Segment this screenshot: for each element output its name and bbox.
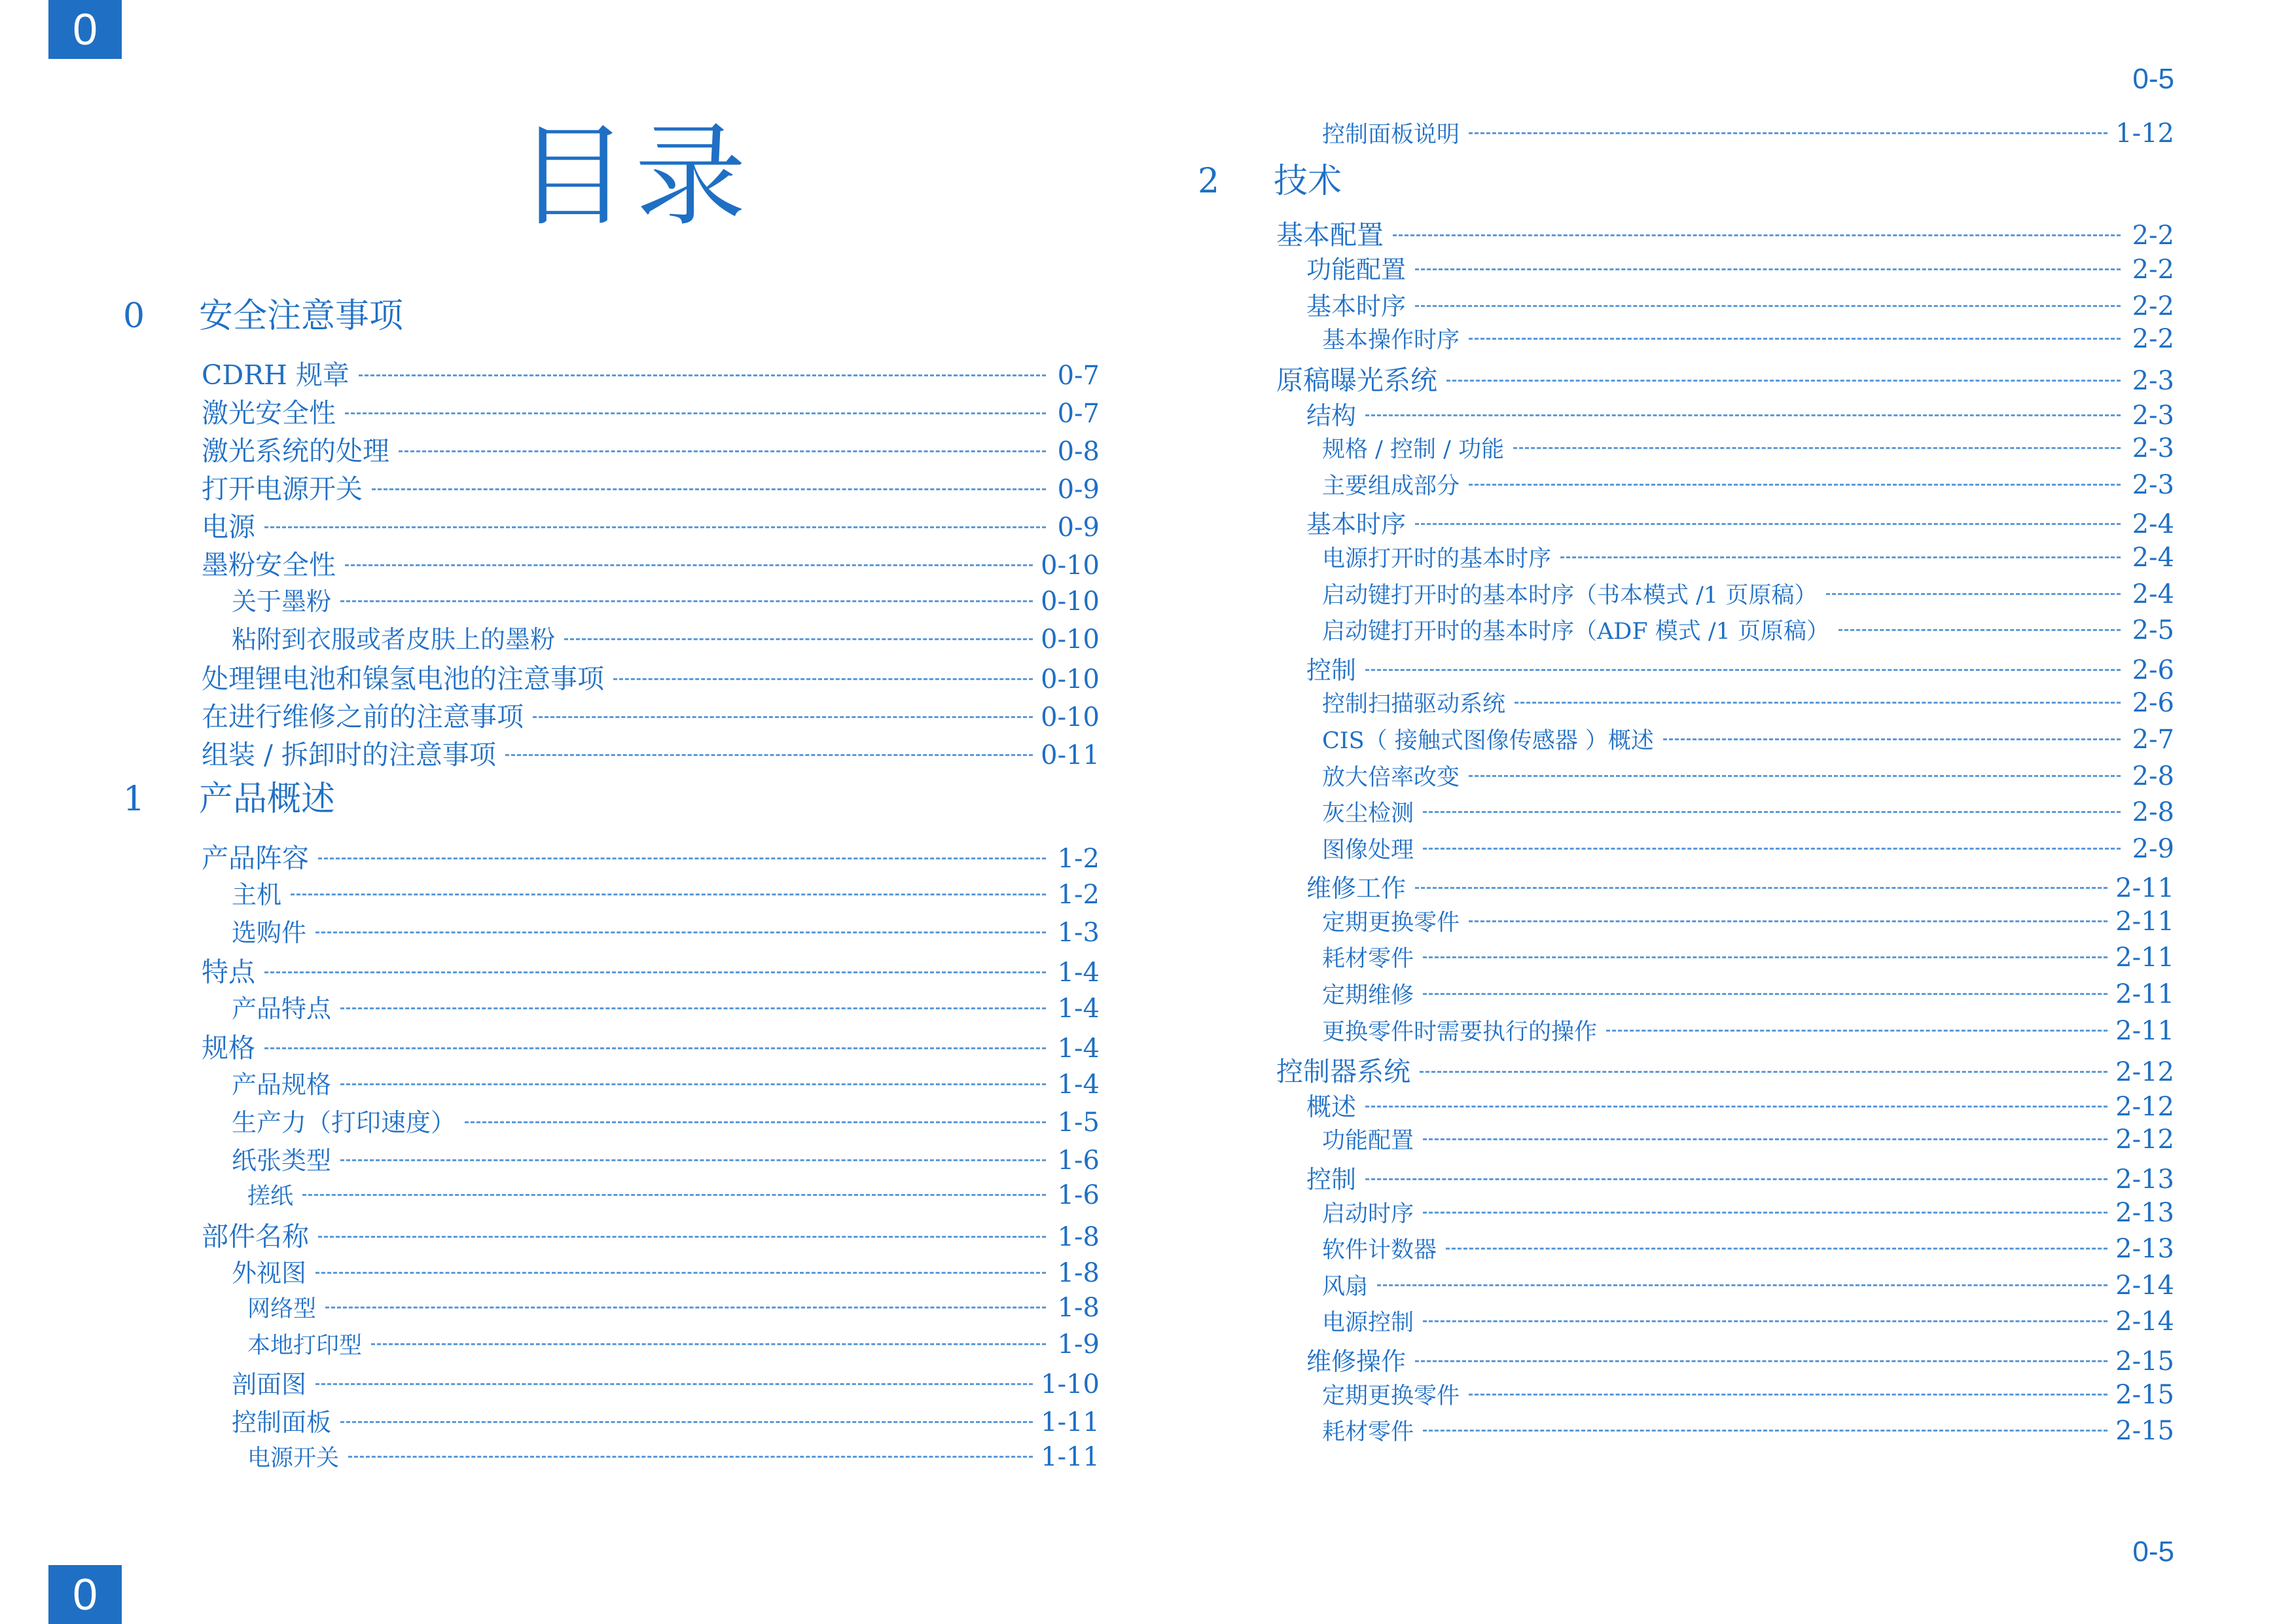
toc-dot-leader: [340, 1159, 1046, 1161]
toc-entry[interactable]: [1193, 395, 2174, 432]
toc-dot-leader: [1393, 234, 2121, 236]
toc-entry[interactable]: [1193, 541, 2174, 577]
toc-entry-label: 基本配置: [1276, 219, 1384, 251]
toc-entry[interactable]: [1193, 1196, 2174, 1233]
toc-dot-leader: [315, 931, 1046, 933]
toc-entry-page: 2-3: [2132, 365, 2174, 396]
toc-entry-page: 2-13: [2115, 1164, 2174, 1195]
toc-dot-leader: [318, 1236, 1046, 1238]
toc-entry-page: 1-8: [1057, 1258, 1100, 1288]
toc-entry-page: 2-6: [2132, 655, 2174, 685]
toc-entry-label: 耗材零件: [1322, 1419, 1414, 1446]
toc-entry[interactable]: [1193, 832, 2174, 869]
toc-entry-page: 1-4: [1057, 1034, 1100, 1064]
toc-entry[interactable]: [1193, 795, 2174, 832]
toc-section-number: 2: [1198, 161, 1220, 201]
toc-dot-leader: [1423, 811, 2121, 813]
toc-entry-page: 2-2: [2132, 291, 2174, 321]
toc-entry-page: 2-7: [2132, 724, 2174, 755]
toc-dot-leader: [372, 488, 1046, 490]
toc-entry-page: 2-2: [2132, 324, 2174, 355]
toc-entry[interactable]: [1193, 1232, 2174, 1269]
toc-entry[interactable]: [1193, 977, 2174, 1014]
toc-entry-page: 1-10: [1041, 1369, 1100, 1399]
toc-dot-leader: [1663, 738, 2121, 740]
toc-dot-leader: [1606, 1030, 2108, 1032]
toc-entry-label: 在进行维修之前的注意事项: [202, 701, 524, 732]
toc-entry-page: 1-11: [1041, 1442, 1100, 1472]
toc-dot-leader: [371, 1343, 1046, 1345]
toc-entry[interactable]: [118, 1140, 1100, 1178]
toc-entry-page: 0-10: [1041, 550, 1100, 581]
toc-entry-page: 2-15: [2115, 1379, 2174, 1410]
toc-entry[interactable]: [118, 1064, 1100, 1102]
toc-entry-label: 关于墨粉: [232, 587, 332, 616]
toc-entry-page: 1-2: [1057, 844, 1100, 874]
toc-entry[interactable]: [118, 467, 1100, 505]
toc-entry-label: 外视图: [232, 1259, 307, 1288]
toc-entry-label: 控制面板: [232, 1408, 332, 1437]
toc-entry-page: 1-8: [1057, 1293, 1100, 1323]
toc-entry[interactable]: [1193, 1341, 2174, 1378]
toc-entry-page: 1-11: [1041, 1407, 1100, 1437]
toc-entry[interactable]: [118, 1178, 1100, 1215]
toc-entry[interactable]: [118, 875, 1100, 912]
toc-section-heading[interactable]: [118, 771, 1100, 837]
toc-entry-page: 2-4: [2132, 509, 2174, 540]
toc-entry-label: 纸张类型: [232, 1146, 332, 1175]
toc-entry[interactable]: [118, 1291, 1100, 1327]
toc-entry[interactable]: [1193, 613, 2174, 650]
toc-dot-leader: [348, 1456, 1033, 1458]
toc-entry-label: 控制: [1306, 1165, 1357, 1195]
toc-entry-page: 2-6: [2132, 688, 2174, 719]
toc-entry[interactable]: [1193, 650, 2174, 687]
toc-entry[interactable]: [1193, 1159, 2174, 1196]
toc-dot-leader: [1423, 1212, 2108, 1214]
toc-dot-leader: [1377, 1284, 2108, 1286]
toc-entry[interactable]: [1193, 1378, 2174, 1415]
toc-entry-label: 搓纸: [247, 1183, 294, 1210]
toc-entry-label: 激光安全性: [202, 397, 336, 429]
toc-entry-page: 2-11: [2115, 1015, 2174, 1046]
toc-entry-label: 功能配置: [1322, 1128, 1414, 1155]
toc-entry-label: 电源开关: [247, 1445, 340, 1471]
chapter-tab-badge-footer: 0: [48, 1565, 122, 1624]
toc-entry-page: 2-11: [2115, 906, 2174, 937]
toc-entry-page: 2-3: [2132, 469, 2174, 500]
toc-dot-leader: [1446, 1248, 2108, 1250]
toc-entry-label: 定期维修: [1322, 983, 1414, 1009]
toc-dot-leader: [1469, 484, 2121, 486]
toc-entry-page: 2-3: [2132, 400, 2174, 431]
toc-dot-leader: [340, 600, 1033, 602]
toc-entry-label: 维修工作: [1306, 874, 1407, 903]
toc-entry-label: 概述: [1306, 1092, 1357, 1121]
toc-entry-label: 耗材零件: [1322, 946, 1414, 973]
toc-entry[interactable]: [118, 543, 1100, 581]
toc-entry-label: 组装 / 拆卸时的注意事项: [202, 739, 496, 770]
toc-entry-label: 选购件: [232, 918, 307, 947]
toc-dot-leader: [1469, 920, 2108, 922]
toc-entry[interactable]: [118, 353, 1100, 391]
toc-entry[interactable]: [1193, 759, 2174, 796]
toc-entry-page: 2-12: [2115, 1057, 2174, 1088]
toc-dot-leader: [465, 1121, 1046, 1123]
toc-entry-label: 本地打印型: [247, 1333, 363, 1359]
toc-entry-label: 特点: [202, 956, 255, 988]
toc-dot-leader: [1420, 1071, 2108, 1073]
toc-dot-leader: [318, 857, 1046, 859]
toc-dot-leader: [1365, 1106, 2108, 1108]
toc-entry-page: 0-7: [1057, 361, 1100, 391]
toc-entry-label: 启动键打开时的基本时序（书本模式 /1 页原稿）: [1322, 582, 1818, 609]
toc-entry-page: 0-10: [1041, 586, 1100, 617]
toc-entry[interactable]: [1193, 504, 2174, 541]
toc-entry[interactable]: [1193, 359, 2174, 395]
toc-dot-leader: [340, 1007, 1046, 1009]
toc-entry-label: 剖面图: [232, 1370, 307, 1399]
toc-entry[interactable]: [1193, 322, 2174, 359]
toc-entry[interactable]: [1193, 905, 2174, 941]
toc-section-number: 0: [123, 297, 145, 336]
toc-entry-label: 软件计数器: [1322, 1237, 1437, 1264]
toc-dot-leader: [1365, 1178, 2108, 1180]
toc-entry-page: 2-15: [2115, 1416, 2174, 1447]
toc-entry-label: 主要组成部分: [1322, 473, 1460, 499]
toc-entry-label: 生产力（打印速度）: [232, 1108, 456, 1137]
toc-dot-leader: [1423, 956, 2108, 958]
toc-entry-label: 放大倍率改变: [1322, 764, 1460, 791]
toc-entry-label: 产品规格: [232, 1070, 332, 1099]
toc-dot-leader: [1469, 1394, 2108, 1396]
toc-dot-leader: [1415, 887, 2108, 889]
toc-entry-page: 1-8: [1057, 1222, 1100, 1252]
toc-entry[interactable]: [1193, 1414, 2174, 1451]
toc-entry-page: 2-8: [2132, 761, 2174, 791]
toc-dot-leader: [1515, 702, 2121, 704]
toc-entry-label: 电源控制: [1322, 1310, 1414, 1337]
toc-entry-label: 原稿曝光系统: [1276, 364, 1437, 396]
toc-entry-label: 定期更换零件: [1322, 909, 1460, 936]
page-number: 0-5: [2132, 63, 2174, 95]
toc-entry[interactable]: [118, 619, 1100, 657]
toc-entry-label: 控制扫描驱动系统: [1322, 691, 1506, 718]
toc-entry-label: 图像处理: [1322, 837, 1414, 863]
toc-entry[interactable]: [118, 1253, 1100, 1291]
toc-entry-label: 功能配置: [1306, 255, 1407, 285]
toc-entry-label: 网络型: [247, 1296, 317, 1322]
chapter-tab-badge: 0: [48, 0, 122, 59]
toc-entry[interactable]: [118, 657, 1100, 695]
toc-entry-page: 1-3: [1057, 918, 1100, 948]
toc-entry[interactable]: [118, 391, 1100, 429]
toc-dot-leader: [291, 893, 1046, 895]
toc-entry-label: 粘附到衣服或者皮肤上的墨粉: [232, 625, 556, 654]
toc-entry-label: 产品特点: [232, 994, 332, 1023]
toc-entry[interactable]: [1193, 468, 2174, 505]
toc-dot-leader: [533, 716, 1033, 718]
toc-entry-page: 0-10: [1041, 664, 1100, 695]
toc-entry[interactable]: [1193, 431, 2174, 468]
toc-entry-page: 1-4: [1057, 994, 1100, 1024]
toc-entry[interactable]: [118, 1402, 1100, 1440]
toc-entry-label: 更换零件时需要执行的操作: [1322, 1019, 1598, 1045]
toc-entry-page: 2-14: [2115, 1307, 2174, 1337]
toc-dot-leader: [505, 754, 1033, 756]
toc-entry-label: 电源: [202, 511, 255, 543]
toc-entry[interactable]: [1193, 1087, 2174, 1123]
toc-dot-leader: [1469, 338, 2121, 340]
toc-entry-page: 1-2: [1057, 880, 1100, 910]
toc-entry-page: 2-2: [2132, 255, 2174, 285]
toc-entry-page: 2-11: [2115, 943, 2174, 973]
toc-entry-label: 灰尘检测: [1322, 801, 1414, 827]
toc-dot-leader: [1365, 414, 2121, 416]
toc-dot-leader: [1469, 775, 2121, 777]
toc-entry-page: 1-4: [1057, 1070, 1100, 1100]
toc-entry[interactable]: [118, 1364, 1100, 1402]
toc-entry[interactable]: [1193, 941, 2174, 977]
toc-entry[interactable]: [118, 912, 1100, 950]
toc-dot-leader: [1423, 848, 2121, 850]
toc-dot-leader: [564, 638, 1033, 640]
toc-entry-page: 2-11: [2115, 979, 2174, 1010]
toc-entry-page: 2-13: [2115, 1197, 2174, 1228]
toc-dot-leader: [1423, 1320, 2108, 1322]
toc-entry[interactable]: [118, 733, 1100, 771]
toc-dot-leader: [1560, 556, 2121, 558]
toc-entry[interactable]: [118, 1327, 1100, 1364]
toc-dot-leader: [1415, 268, 2121, 270]
toc-entry-label: 控制面板说明: [1322, 122, 1460, 148]
toc-entry-label: CDRH 规章: [202, 359, 350, 391]
toc-dot-leader: [315, 1383, 1033, 1385]
toc-entry-page: 2-4: [2132, 542, 2174, 573]
toc-entry-page: 2-12: [2115, 1091, 2174, 1122]
toc-dot-leader: [1826, 593, 2121, 595]
toc-entry-page: 0-8: [1057, 437, 1100, 467]
toc-dot-leader: [613, 678, 1033, 680]
toc-section-number: 1: [123, 780, 145, 819]
toc-entry-page: 0-9: [1057, 475, 1100, 505]
toc-entry-label: 定期更换零件: [1322, 1382, 1460, 1409]
toc-entry[interactable]: [1193, 686, 2174, 723]
toc-section-heading[interactable]: [1193, 153, 2174, 213]
toc-right-column: [1193, 117, 2174, 1451]
toc-entry-label: 基本时序: [1306, 291, 1407, 321]
toc-entry-page: 2-13: [2115, 1234, 2174, 1265]
toc-dot-leader: [340, 1421, 1033, 1423]
toc-dot-leader: [1423, 1138, 2108, 1140]
toc-entry[interactable]: [118, 1026, 1100, 1064]
toc-entry-label: 维修操作: [1306, 1347, 1407, 1376]
toc-entry-label: 基本操作时序: [1322, 327, 1460, 354]
toc-entry-label: 产品阵容: [202, 842, 309, 874]
toc-section-title: 技术: [1274, 161, 1342, 201]
toc-dot-leader: [1423, 993, 2108, 995]
toc-entry[interactable]: [1193, 1050, 2174, 1087]
toc-entry-label: 基本时序: [1306, 510, 1407, 539]
toc-entry-page: 2-3: [2132, 433, 2174, 464]
toc-section-title: 产品概述: [199, 780, 336, 819]
toc-entry-page: 0-10: [1041, 624, 1100, 655]
toc-entry[interactable]: [118, 695, 1100, 733]
toc-entry-label: 风扇: [1322, 1273, 1369, 1300]
toc-section-title: 安全注意事项: [199, 297, 404, 336]
toc-entry-page: 2-8: [2132, 797, 2174, 828]
toc-dot-leader: [1415, 1360, 2108, 1362]
toc-dot-leader: [1415, 305, 2121, 307]
toc-dot-leader: [1365, 669, 2121, 671]
toc-entry[interactable]: [118, 837, 1100, 875]
toc-entry-label: 启动时序: [1322, 1200, 1414, 1227]
toc-entry[interactable]: [118, 988, 1100, 1026]
toc-entry-label: 启动键打开时的基本时序（ADF 模式 /1 页原稿）: [1322, 619, 1830, 645]
toc-section-heading[interactable]: [118, 288, 1100, 353]
page-title: 目录: [517, 112, 753, 242]
toc-entry-page: 2-2: [2132, 220, 2174, 251]
toc-entry[interactable]: [1193, 577, 2174, 614]
toc-entry-page: 1-5: [1057, 1108, 1100, 1138]
toc-entry[interactable]: [118, 1440, 1100, 1477]
toc-entry[interactable]: [118, 1215, 1100, 1253]
toc-dot-leader: [1469, 132, 2108, 134]
toc-dot-leader: [345, 564, 1033, 566]
page-number-footer: 0-5: [2132, 1536, 2174, 1568]
toc-entry-page: 2-11: [2115, 873, 2174, 904]
toc-entry-page: 0-7: [1057, 399, 1100, 429]
toc-entry[interactable]: [1193, 1305, 2174, 1341]
toc-entry-page: 1-6: [1057, 1180, 1100, 1210]
toc-dot-leader: [1446, 380, 2121, 382]
toc-entry-label: 打开电源开关: [202, 473, 363, 505]
toc-entry-label: 部件名称: [202, 1221, 309, 1252]
toc-dot-leader: [1423, 1430, 2108, 1432]
toc-entry-label: 规格: [202, 1032, 255, 1064]
toc-entry-page: 1-4: [1057, 958, 1100, 988]
toc-entry[interactable]: [1193, 286, 2174, 323]
toc-dot-leader: [302, 1194, 1046, 1196]
toc-entry-label: 规格 / 控制 / 功能: [1322, 437, 1505, 463]
toc-dot-leader: [264, 526, 1046, 528]
toc-entry-label: 电源打开时的基本时序: [1322, 545, 1552, 572]
toc-dot-leader: [325, 1307, 1046, 1308]
toc-entry-label: 结构: [1306, 401, 1357, 430]
toc-dot-leader: [1839, 629, 2121, 631]
toc-entry-label: CIS（ 接触式图像传感器 ）概述: [1322, 727, 1654, 754]
toc-entry-label: 激光系统的处理: [202, 435, 389, 467]
toc-entry[interactable]: [118, 581, 1100, 619]
toc-entry-label: 处理锂电池和镍氢电池的注意事项: [202, 663, 604, 695]
toc-entry[interactable]: [1193, 868, 2174, 905]
toc-dot-leader: [1415, 523, 2121, 525]
toc-entry-label: 主机: [232, 880, 282, 909]
toc-entry-page: 0-9: [1057, 513, 1100, 543]
toc-entry-page: 0-10: [1041, 702, 1100, 732]
toc-dot-leader: [345, 412, 1046, 414]
toc-entry[interactable]: [1193, 249, 2174, 286]
toc-entry[interactable]: [118, 950, 1100, 988]
toc-entry-page: 2-5: [2132, 615, 2174, 646]
toc-entry-page: 2-12: [2115, 1125, 2174, 1155]
toc-entry[interactable]: [1193, 117, 2174, 153]
toc-entry-label: 控制: [1306, 655, 1357, 685]
toc-dot-leader: [340, 1083, 1046, 1085]
toc-dot-leader: [399, 450, 1046, 452]
toc-entry-page: 2-4: [2132, 579, 2174, 609]
toc-entry-page: 2-15: [2115, 1346, 2174, 1377]
toc-dot-leader: [1513, 447, 2121, 449]
toc-dot-leader: [315, 1272, 1046, 1274]
toc-entry-label: 墨粉安全性: [202, 549, 336, 581]
toc-entry[interactable]: [118, 505, 1100, 543]
toc-entry-page: 1-12: [2115, 118, 2174, 149]
toc-entry-page: 1-6: [1057, 1146, 1100, 1176]
toc-entry[interactable]: [1193, 1123, 2174, 1159]
toc-entry[interactable]: [1193, 213, 2174, 250]
toc-entry-page: 1-9: [1057, 1329, 1100, 1360]
toc-left-column: [118, 288, 1100, 1477]
toc-dot-leader: [359, 374, 1046, 376]
toc-entry-label: 控制器系统: [1276, 1056, 1410, 1088]
toc-entry-page: 2-9: [2132, 833, 2174, 864]
toc-entry[interactable]: [1193, 723, 2174, 759]
toc-entry-page: 0-11: [1041, 740, 1100, 770]
toc-dot-leader: [264, 1047, 1046, 1049]
toc-entry[interactable]: [118, 429, 1100, 467]
toc-entry[interactable]: [1193, 1014, 2174, 1051]
toc-entry-page: 2-14: [2115, 1270, 2174, 1301]
toc-dot-leader: [264, 971, 1046, 973]
toc-entry[interactable]: [1193, 1269, 2174, 1305]
toc-entry[interactable]: [118, 1102, 1100, 1140]
